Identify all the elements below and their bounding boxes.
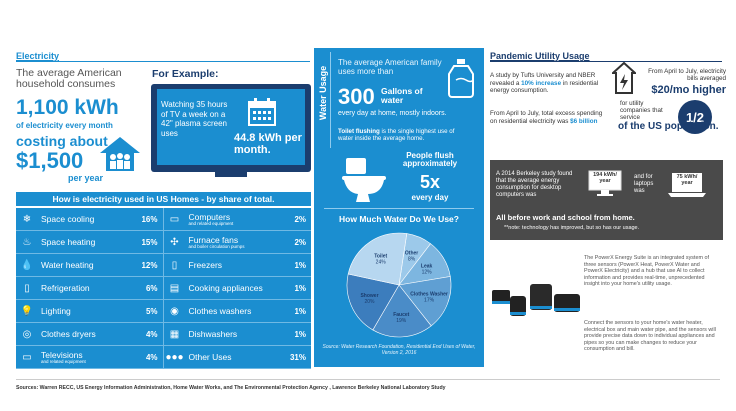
pie-value-label: 24% xyxy=(375,259,386,266)
computer-icon: ▭ xyxy=(169,213,180,225)
share-row xyxy=(16,208,311,231)
share-percent: 1% xyxy=(294,329,306,339)
share-percent: 15% xyxy=(141,237,158,247)
pie-value-label: 19% xyxy=(396,318,407,325)
electricity-per-year: per year xyxy=(68,173,104,183)
flush-day: every day xyxy=(411,193,449,202)
share-percent: 4% xyxy=(145,329,158,339)
share-cell xyxy=(16,346,164,368)
pie-value-label: 20% xyxy=(364,299,375,306)
pie-label: Faucet xyxy=(393,312,410,319)
share-row xyxy=(16,346,311,369)
water-pie-chart xyxy=(334,229,464,341)
berkeley-note: **note: technology has improved, but so has our usage. xyxy=(504,225,640,231)
share-percent: 4% xyxy=(145,352,158,362)
family-house-icon xyxy=(98,135,142,173)
pie-value-label: 8% xyxy=(407,256,416,263)
bill-detail: for utility companies that service xyxy=(620,100,663,121)
tufts-study: A study by Tufts University and NBER revealed a 10% increase in residential energy consumption. xyxy=(490,72,599,94)
electricity-cost-label: costing about xyxy=(16,133,108,149)
heat-icon: ♨ xyxy=(22,236,32,248)
pie-value-label: 12% xyxy=(421,269,432,276)
share-label: Space cooling xyxy=(41,214,95,224)
television-icon: ▭ xyxy=(22,351,32,363)
pie-label: Shower xyxy=(360,293,379,300)
water-divider xyxy=(330,52,331,148)
water-jug-icon xyxy=(446,58,476,98)
share-cell xyxy=(164,254,312,276)
water-intro: The average American family uses more than xyxy=(338,58,442,76)
flush-count: 5x xyxy=(419,172,441,192)
share-percent: 1% xyxy=(294,260,306,270)
pie-value-label: 17% xyxy=(424,297,435,304)
share-cell xyxy=(164,300,312,322)
share-cell xyxy=(16,300,164,322)
share-row xyxy=(16,254,311,277)
share-row xyxy=(16,277,311,300)
laptops-label: and for laptops was xyxy=(634,174,654,194)
electricity-kwh: 1,100 kWh xyxy=(16,96,119,119)
water-gallons: Gallons of water xyxy=(381,86,423,105)
powerx-description: The PowerX Energy Suite is an integrated system of three sensors (PowerX Heat, PowerX Water and PowerX Electricity) and a hub that use AI to collect information and provides real-time, unprecedented insight into your home's utility usage. xyxy=(584,255,709,288)
share-cell xyxy=(164,231,312,253)
tv-stand xyxy=(215,172,247,177)
water-vertical-title: Water Usage xyxy=(318,65,328,121)
water-divider-2 xyxy=(324,208,474,209)
flush-label: People flush approximately xyxy=(402,151,458,168)
share-label: Cooking appliances xyxy=(188,283,263,293)
share-percent: 12% xyxy=(141,260,158,270)
share-label: Lighting xyxy=(41,306,71,316)
pie-label: Other xyxy=(404,250,419,257)
flush-info: Toilet flushing is the single highest use of water inside the average home. xyxy=(338,128,455,142)
freezer-icon: ▯ xyxy=(171,259,178,271)
share-cell xyxy=(16,323,164,345)
share-cell xyxy=(16,231,164,253)
share-percent: 2% xyxy=(294,214,306,224)
pie-label: Toilet xyxy=(374,253,388,260)
snowflake-icon: ❄ xyxy=(22,213,32,225)
dryer-icon: ◎ xyxy=(22,328,32,340)
share-percent: 1% xyxy=(294,283,306,293)
share-cell xyxy=(164,277,312,299)
share-percent: 6% xyxy=(145,283,158,293)
water-every: every day at home, mostly indoors. xyxy=(338,110,447,117)
fan-icon: ✣ xyxy=(170,236,179,248)
share-cell xyxy=(16,277,164,299)
share-label: Other Uses xyxy=(188,352,232,362)
share-percent: 1% xyxy=(294,306,306,316)
water-amount: 300 xyxy=(338,84,375,109)
tv-text: Watching 35 hours of TV a week on a 42" plasma screen uses xyxy=(161,100,228,138)
share-cell xyxy=(164,323,312,345)
water-drop-icon: 💧 xyxy=(20,259,34,271)
desktop-kwh: 194 kWh/ year xyxy=(593,172,617,184)
washer-icon: ◉ xyxy=(170,305,179,317)
share-label: Freezers xyxy=(188,260,223,270)
us-population: of the US population. xyxy=(618,121,719,132)
share-label: Dishwashers xyxy=(188,329,238,339)
pandemic-title: Pandemic Utility Usage xyxy=(490,51,722,62)
share-cell xyxy=(164,208,312,230)
share-label: Clothes dryers xyxy=(41,329,96,339)
share-percent: 16% xyxy=(141,214,158,224)
share-row xyxy=(16,231,311,254)
powerx-instructions: Connect the sensors to your home's water heater, electrical box and main water pipe, and the sensors will provide precise data down to individual appliances and pipes so you can make changes to reduce your consumption and bill. xyxy=(584,320,716,353)
share-percent: 5% xyxy=(145,306,158,316)
toilet-icon xyxy=(340,156,388,204)
share-percent: 2% xyxy=(294,237,306,247)
share-row xyxy=(16,300,311,323)
calendar-icon xyxy=(247,97,277,127)
electricity-cost: $1,500 xyxy=(16,148,84,173)
example-title: For Example: xyxy=(152,68,219,80)
refrigerator-icon: ▯ xyxy=(24,282,30,294)
share-label: Computers and related equipment xyxy=(188,211,234,226)
half-badge: 1/2 xyxy=(678,100,712,134)
powerx-devices-image xyxy=(490,268,582,328)
share-label: Clothes washers xyxy=(188,306,252,316)
cooking-icon: ▤ xyxy=(169,282,180,294)
share-header: How is electricity used in US Homes - by share of total. xyxy=(16,192,311,206)
laptop-kwh: 75 kWh/ year xyxy=(676,174,698,186)
share-label: Space heating xyxy=(41,237,96,247)
electricity-kwh-sub: of electricity every month xyxy=(16,121,113,130)
dishwasher-icon: ▦ xyxy=(169,328,180,340)
pie-label: Clothes Washer xyxy=(410,291,448,298)
dots-icon: ●●● xyxy=(165,351,184,363)
berkeley-bold: All before work and school from home. xyxy=(496,213,635,222)
share-cell xyxy=(164,346,312,368)
electricity-title: Electricity xyxy=(16,51,310,62)
share-table xyxy=(16,208,311,369)
share-label: Televisions and related equipment xyxy=(41,349,86,364)
sources: Sources: Warren RECC, US Energy Information Administration, Home Water Works, and The Environmental Protection Agency , Lawrence Berkeley National Laboratory Study xyxy=(16,385,446,391)
pie-source: Source: Water Research Foundation, Residential End Uses of Water, Version 2, 2016 xyxy=(322,344,476,356)
april-bills: From April to July, electricity bills averaged xyxy=(648,68,726,82)
bill-amount: $20/mo higher xyxy=(651,84,726,96)
pie-title: How Much Water Do We Use? xyxy=(339,214,459,224)
lightbulb-icon: 💡 xyxy=(20,305,34,317)
april-excess: From April to July, total excess spending on residential electricity was $6 billion xyxy=(490,110,603,125)
share-label: Furnace fans and boiler circulation pumps xyxy=(188,234,245,249)
tv-kwh: 44.8 kWh per month. xyxy=(234,132,302,156)
sources-rule xyxy=(16,379,720,380)
share-label: Water heating xyxy=(41,260,94,270)
share-cell xyxy=(16,208,164,230)
electricity-intro: The average American household consumes xyxy=(16,67,122,90)
share-cell xyxy=(16,254,164,276)
share-label: Refrigeration xyxy=(41,283,90,293)
share-row xyxy=(16,323,311,346)
pie-label: Leak xyxy=(420,263,433,270)
berkeley-text: A 2014 Berkeley study found that the average energy consumption for desktop computers was xyxy=(496,171,573,198)
share-percent: 31% xyxy=(289,352,306,362)
